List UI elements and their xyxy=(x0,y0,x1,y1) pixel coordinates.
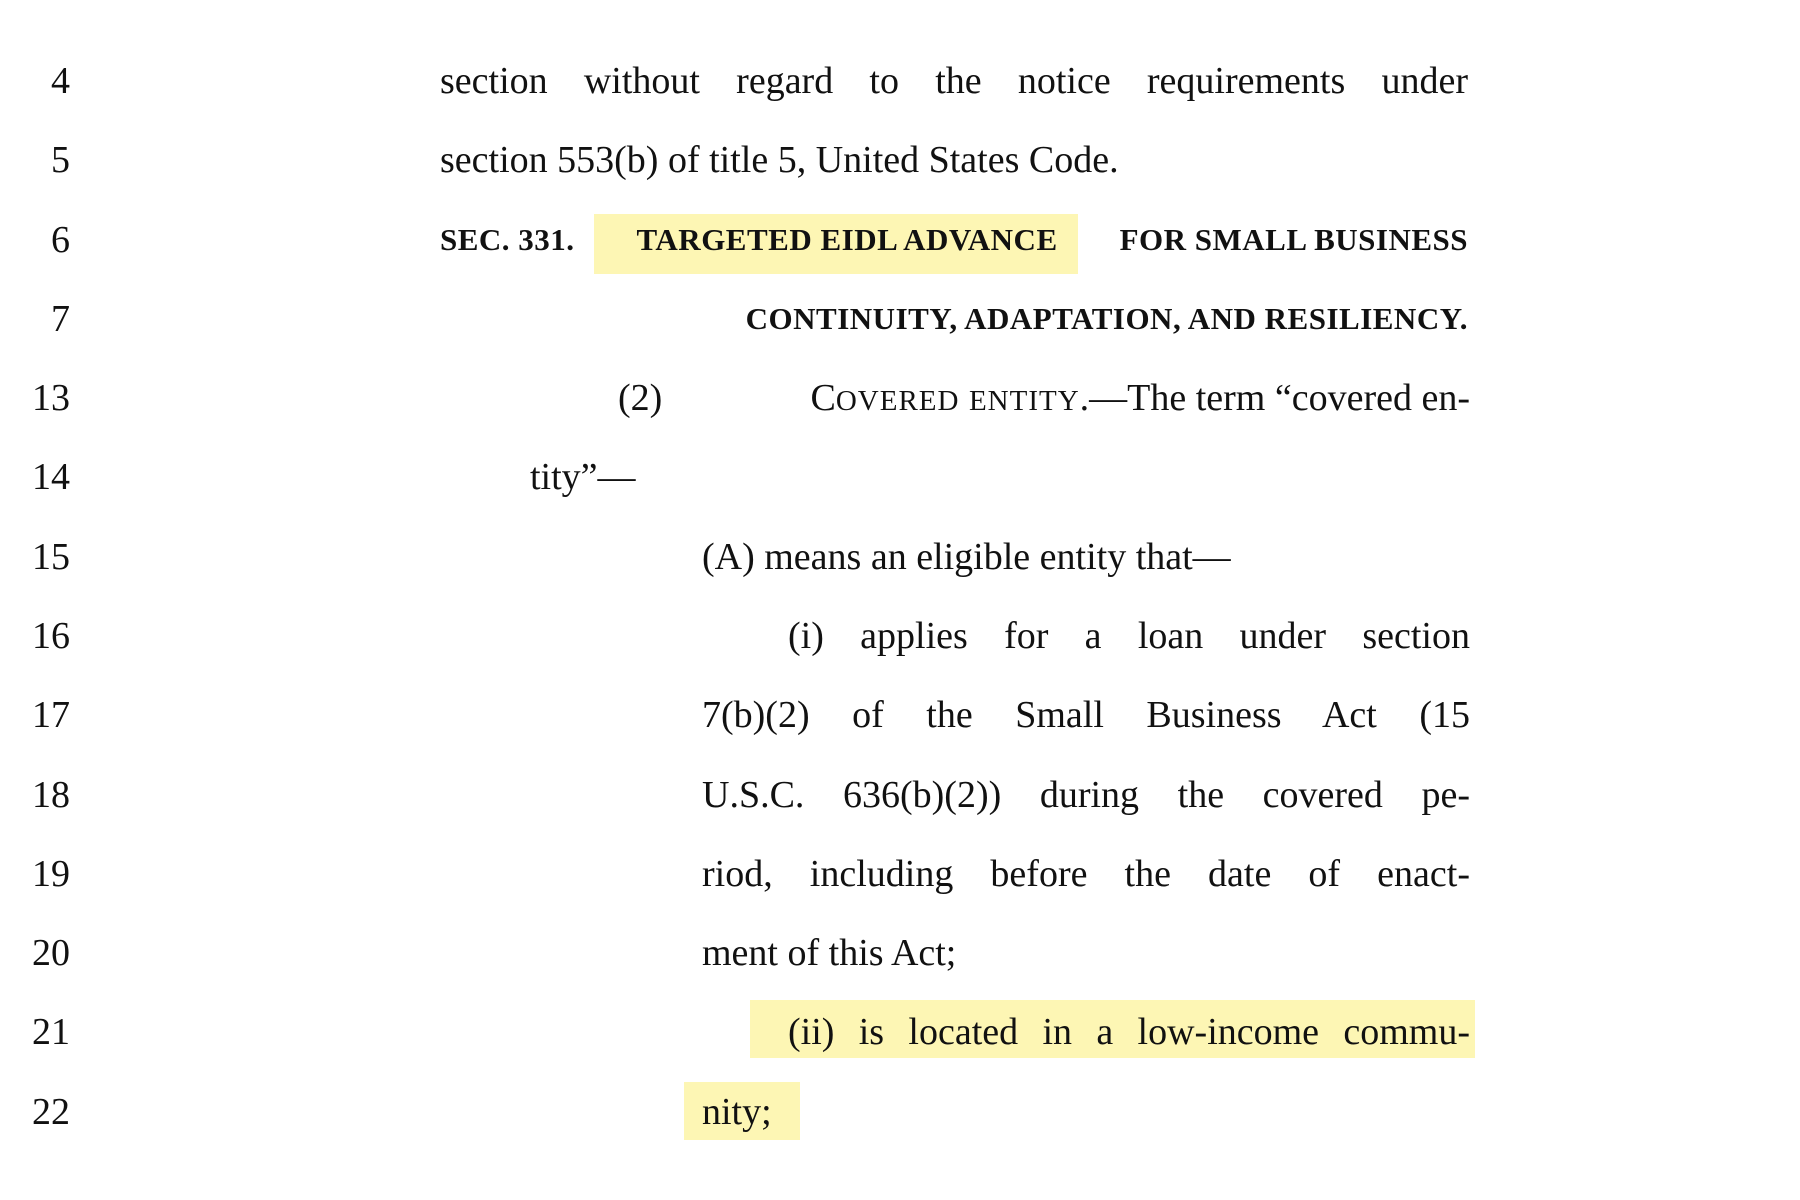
defined-term: COVERED ENTITY.—The term “covered en- xyxy=(810,377,1470,419)
line-number: 17 xyxy=(32,694,70,736)
document-line xyxy=(0,601,1800,671)
line-number: 16 xyxy=(32,615,70,657)
document-line xyxy=(0,760,1800,830)
line-text: U.S.C. 636(b)(2)) during the covered pe- xyxy=(702,774,1470,816)
line-text: (A) means an eligible entity that— xyxy=(702,536,1231,578)
line-text: riod, including before the date of enact- xyxy=(702,853,1470,895)
highlighted-line-text: nity; xyxy=(702,1091,772,1133)
document-line xyxy=(0,1077,1800,1147)
document-line xyxy=(0,284,1800,354)
line-text: ment of this Act; xyxy=(702,932,957,974)
line-number: 7 xyxy=(51,298,70,340)
paragraph-marker: (2) xyxy=(618,377,663,419)
line-text: section without regard to the notice requirements under xyxy=(440,60,1468,102)
line-number: 5 xyxy=(51,139,70,181)
line-number: 6 xyxy=(51,219,70,261)
line-number: 21 xyxy=(32,1011,70,1053)
section-number: SEC. 331. xyxy=(440,222,575,257)
line-number: 4 xyxy=(51,60,70,102)
document-line xyxy=(0,442,1800,512)
line-number: 18 xyxy=(32,774,70,816)
line-text: tity”— xyxy=(530,456,636,498)
line-number: 22 xyxy=(32,1091,70,1133)
line-number: 14 xyxy=(32,456,70,498)
document-line xyxy=(0,997,1800,1067)
document-line xyxy=(0,522,1800,592)
document-line xyxy=(0,125,1800,195)
highlighted-line-text: (ii) is located in a low-income commu- xyxy=(788,1011,1470,1053)
document-line xyxy=(0,363,1800,433)
section-title-rest: FOR SMALL BUSINESS xyxy=(1119,222,1468,257)
section-heading xyxy=(440,205,1468,275)
document-line xyxy=(0,46,1800,116)
line-number: 20 xyxy=(32,932,70,974)
document-line xyxy=(0,918,1800,988)
line-text: 7(b)(2) of the Small Business Act (15 xyxy=(702,694,1470,736)
line-text: (i) applies for a loan under section xyxy=(788,615,1470,657)
line-text: section 553(b) of title 5, United States Code. xyxy=(440,139,1119,181)
document-line xyxy=(0,839,1800,909)
line-number: 19 xyxy=(32,853,70,895)
document-line xyxy=(0,205,1800,275)
line-number: 15 xyxy=(32,536,70,578)
line-number: 13 xyxy=(32,377,70,419)
section-heading-continued: CONTINUITY, ADAPTATION, AND RESILIENCY. xyxy=(745,301,1468,336)
section-title-highlighted: TARGETED EIDL ADVANCE xyxy=(636,222,1058,257)
document-line xyxy=(0,680,1800,750)
line-text xyxy=(618,363,1470,436)
